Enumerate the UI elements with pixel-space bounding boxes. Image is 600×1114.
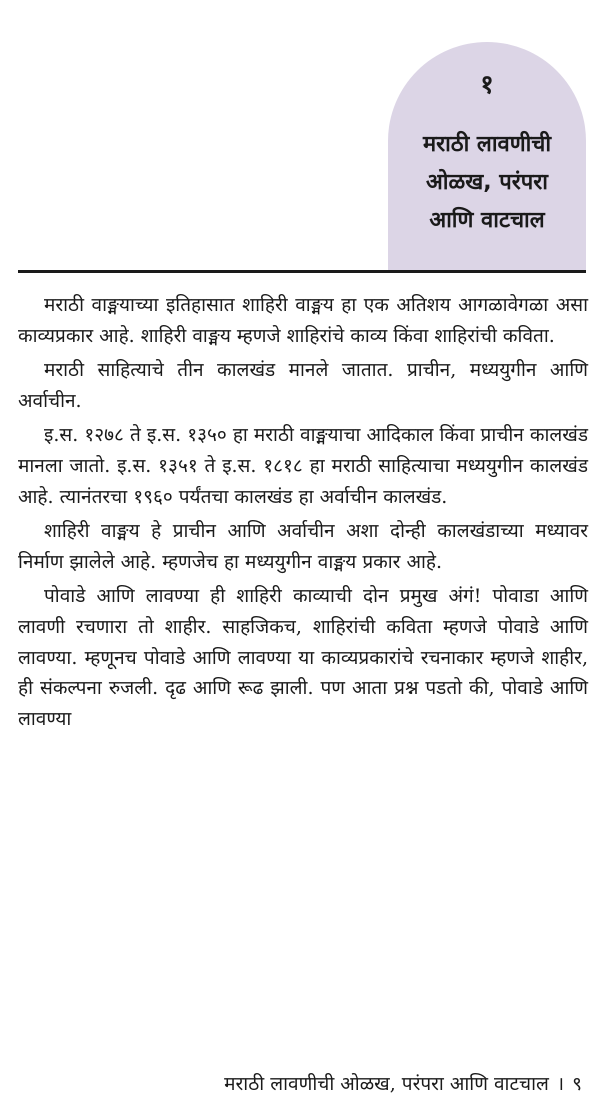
paragraph: मराठी वाङ्मयाच्या इतिहासात शाहिरी वाङ्मय हा एक अतिशय आगळावेगळा असा काव्यप्रकार आहे. शाहिरी वाङ्मय म्हणजे शाहिरांचे काव्य किंवा शाहिरांची कविता. xyxy=(18,294,588,347)
page-footer xyxy=(224,1070,582,1098)
page-number: ९ xyxy=(572,1073,582,1095)
paragraph: शाहिरी वाङ्मय हे प्राचीन आणि अर्वाचीन अशा दोन्ही कालखंडाच्या मध्यावर निर्माण झालेले आहे. म्हणजेच हा मध्ययुगीन वाङ्मय प्रकार आहे. xyxy=(18,520,588,573)
paragraph: मराठी साहित्याचे तीन कालखंड मानले जातात. प्राचीन, मध्ययुगीन आणि अर्वाचीन. xyxy=(18,359,588,412)
chapter-title-line: आणि वाटचाल xyxy=(429,208,545,233)
running-title: मराठी लावणीची ओळख, परंपरा आणि वाटचाल xyxy=(224,1073,549,1095)
chapter-heading-tab xyxy=(388,42,586,270)
footer-separator: । xyxy=(556,1073,565,1095)
paragraph: इ.स. १२७८ ते इ.स. १३५० हा मराठी वाङ्मयाचा आदिकाल किंवा प्राचीन कालखंड मानला जातो. इ.स. १३५१ ते इ.स. १८१८ हा मराठी साहित्याचा मध्ययुगीन कालखंड आहे. त्यानंतरचा १९६० पर्यंतचा कालखंड हा अर्वाचीन कालखंड. xyxy=(18,424,588,508)
heading-rule xyxy=(18,270,586,273)
chapter-title-line: मराठी लावणीची xyxy=(422,132,552,157)
chapter-number: १ xyxy=(480,70,494,100)
body-text xyxy=(18,290,588,738)
chapter-title xyxy=(388,126,586,240)
chapter-title-line: ओळख, परंपरा xyxy=(426,170,548,195)
paragraph: पोवाडे आणि लावण्या ही शाहिरी काव्याची दोन प्रमुख अंगं! पोवाडा आणि लावणी रचणारा तो शाहीर. साहजिकच, शाहिरांची कविता म्हणजे पोवाडे आणि लावण्या. म्हणूनच पोवाडे आणि लावण्या या काव्यप्रकारांचे रचनाकार म्हणजे शाहीर, ही संकल्पना रुजली. दृढ आणि रूढ झाली. पण आता प्रश्न पडतो की, पोवाडे आणि लावण्या xyxy=(18,585,588,730)
